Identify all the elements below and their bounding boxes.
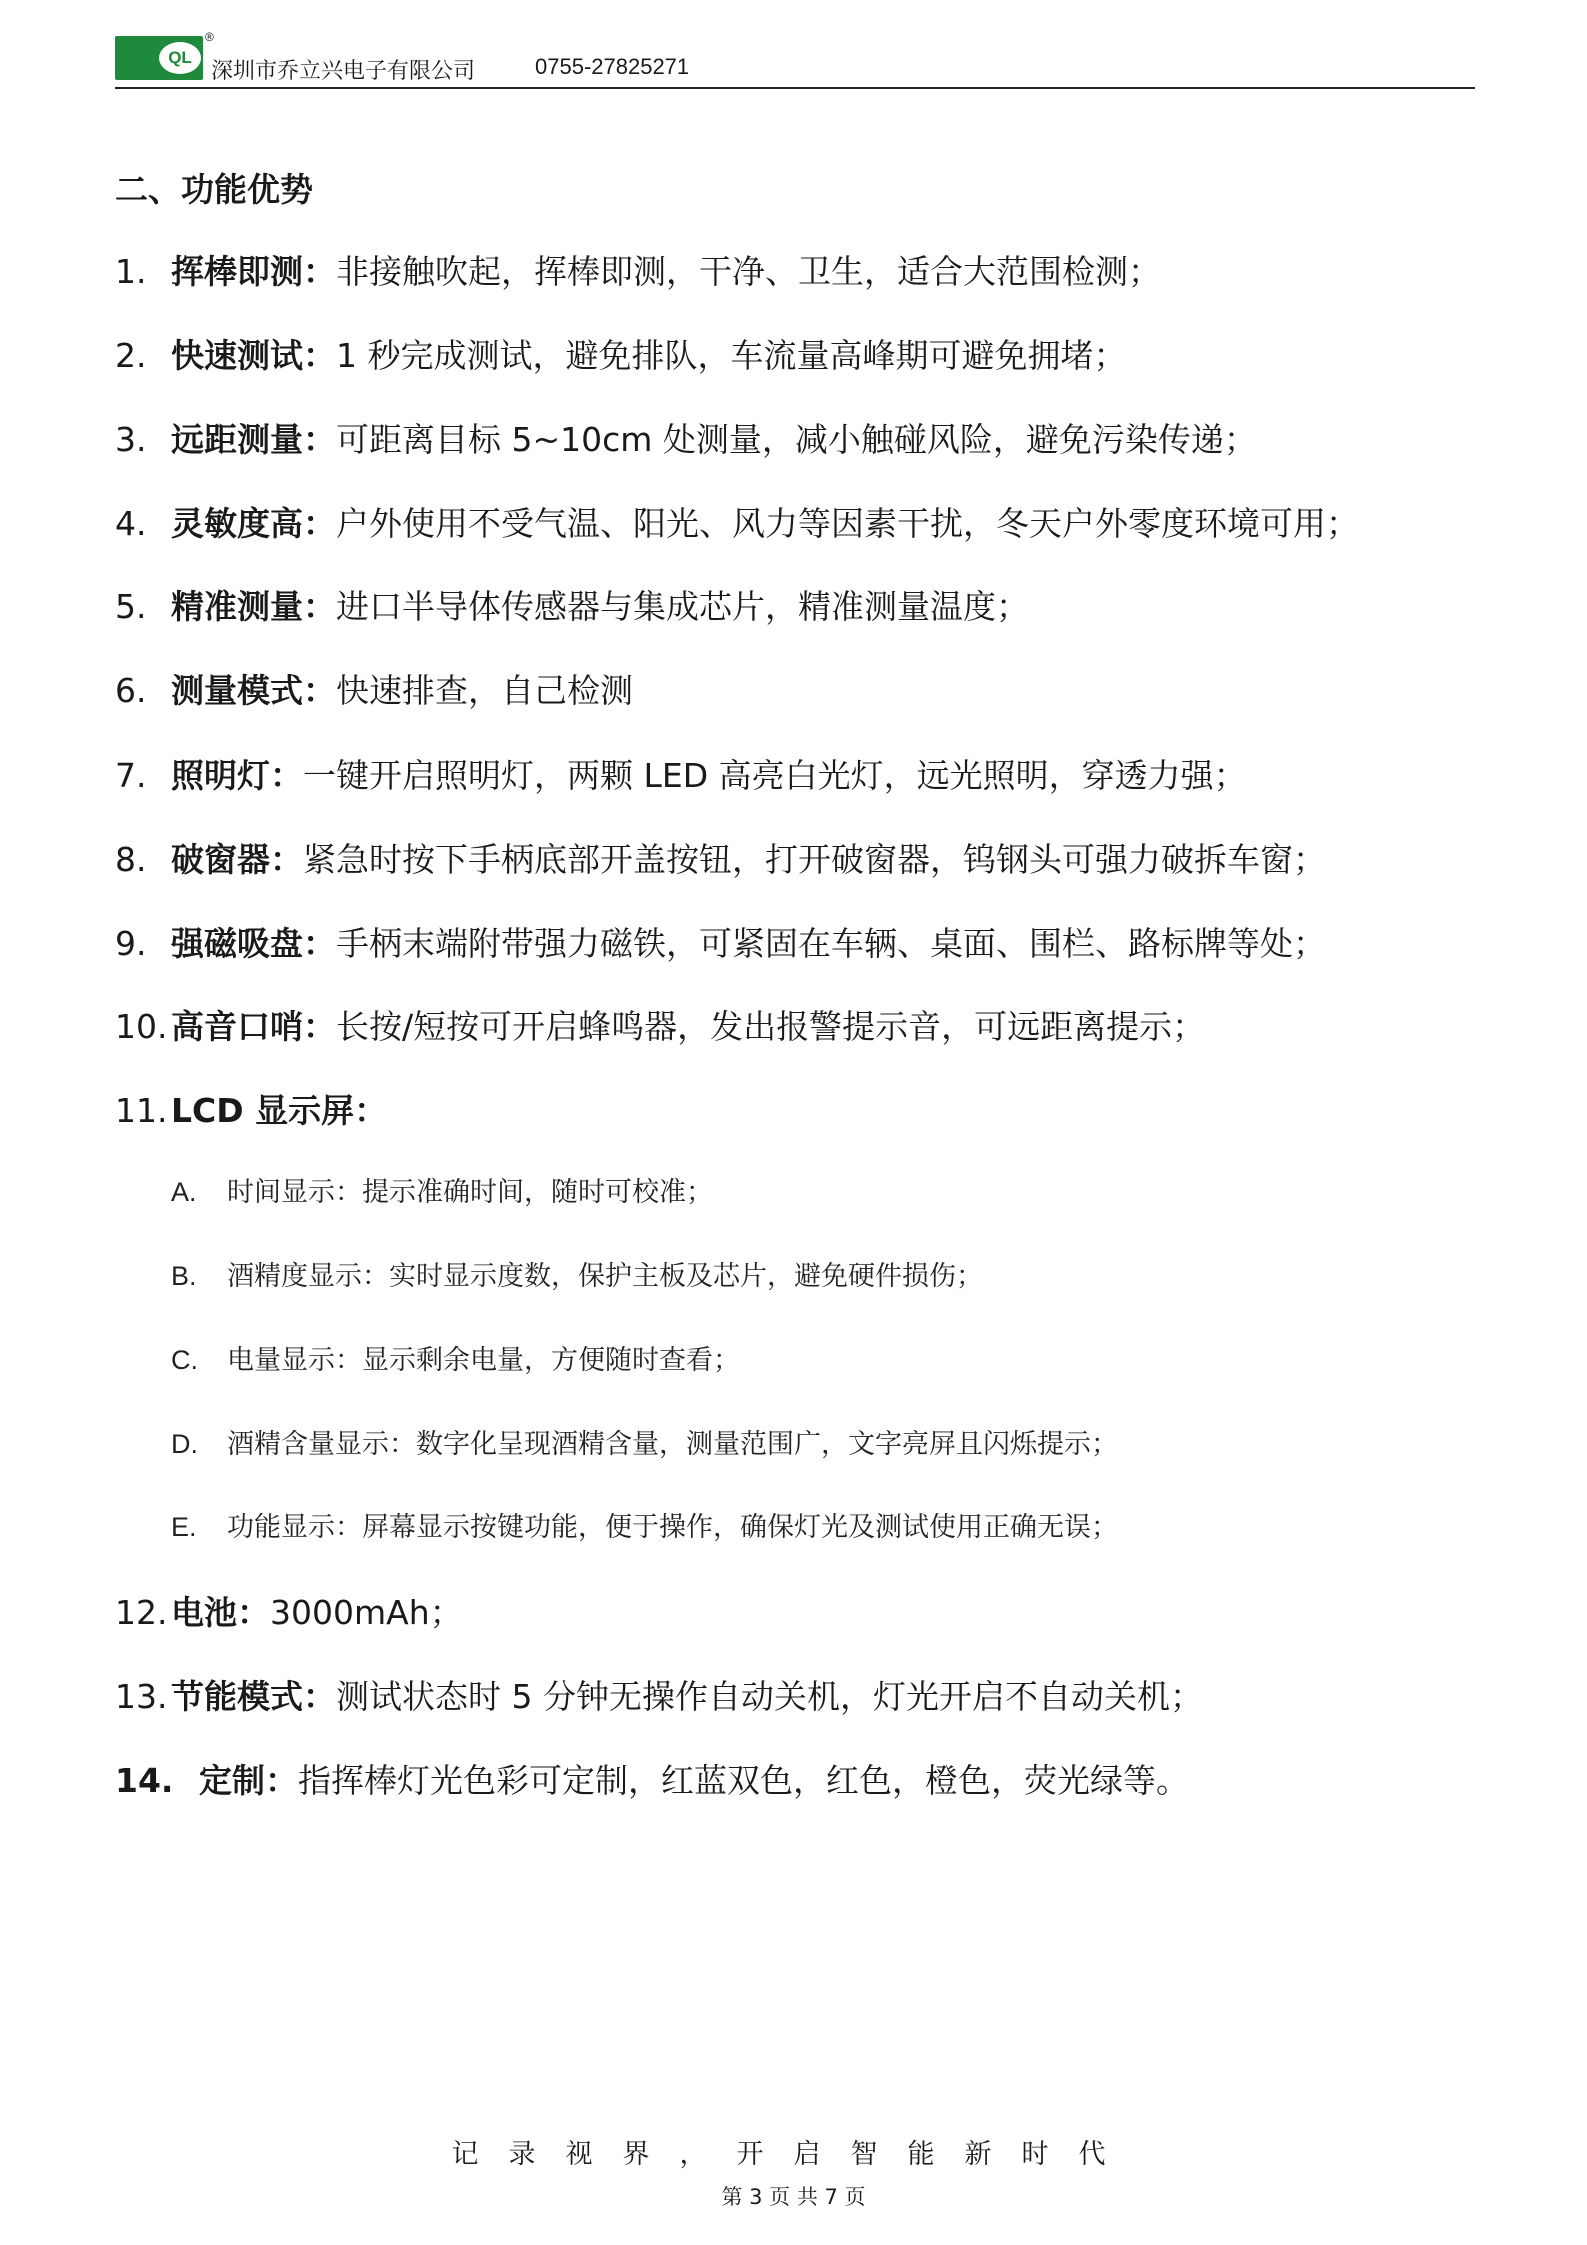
item-text: 指挥棒灯光色彩可定制，红蓝双色，红色，橙色，荧光绿等。 (298, 1761, 1189, 1800)
item-label: 快速测试： (171, 336, 336, 375)
item-number: 9. (115, 924, 147, 963)
feature-item (115, 1007, 1205, 1047)
company-name: 深圳市乔立兴电子有限公司 (211, 59, 476, 84)
logo-text: QL (168, 48, 192, 67)
feature-item (115, 252, 1161, 292)
sub-item-letter: A. (171, 1177, 197, 1207)
page-number: 第 3 页 共 7 页 (721, 2185, 866, 2209)
sub-item-letter: E. (171, 1512, 197, 1542)
lcd-sub-item (171, 1427, 1118, 1462)
lcd-sub-item (171, 1259, 983, 1294)
item-label: 精准测量： (171, 587, 336, 626)
item-text: 户外使用不受气温、阳光、风力等因素干扰，冬天户外零度环境可用； (336, 504, 1359, 543)
sub-item-text: 功能显示：屏幕显示按键功能，便于操作，确保灯光及测试使用正确无误； (227, 1512, 1118, 1543)
feature-item (115, 504, 1359, 544)
item-text: 3000mAh； (270, 1593, 463, 1632)
item-label: 测量模式： (171, 671, 336, 710)
feature-item (115, 671, 633, 711)
feature-item (115, 840, 1326, 880)
item-label: 灵敏度高： (171, 504, 336, 543)
item-number: 3. (115, 420, 147, 459)
item-number: 4. (115, 504, 147, 543)
item-label: 节能模式： (171, 1677, 336, 1716)
feature-item (115, 336, 1127, 376)
item-number: 14. (115, 1761, 174, 1800)
registered-mark: ® (205, 30, 214, 44)
item-text: 1 秒完成测试，避免排队，车流量高峰期可避免拥堵； (336, 336, 1127, 375)
item-label: LCD 显示屏： (171, 1091, 388, 1130)
sub-item-letter: B. (171, 1261, 197, 1291)
lcd-sub-item (171, 1175, 713, 1210)
item-text: 可距离目标 5~10cm 处测量，减小触碰风险，避免污染传递； (336, 420, 1257, 459)
item-label: 定制： (199, 1761, 298, 1800)
item-number: 6. (115, 671, 147, 710)
sub-item-letter: C. (171, 1345, 198, 1375)
lcd-sub-item (171, 1343, 740, 1378)
lcd-sub-item (171, 1510, 1118, 1545)
item-text: 手柄末端附带强力磁铁，可紧固在车辆、桌面、围栏、路标牌等处； (336, 924, 1326, 963)
page-header (115, 30, 1475, 90)
item-label: 照明灯： (171, 756, 303, 795)
item-label: 远距测量： (171, 420, 336, 459)
item-number: 13. (115, 1677, 168, 1716)
feature-item (115, 1761, 1189, 1801)
item-number: 7. (115, 756, 147, 795)
feature-item (115, 756, 1247, 796)
item-label: 强磁吸盘： (171, 924, 336, 963)
feature-item (115, 587, 1029, 627)
item-number: 1. (115, 252, 147, 291)
item-text: 长按/短按可开启蜂鸣器，发出报警提示音，可远距离提示； (336, 1007, 1206, 1046)
feature-item (115, 420, 1257, 460)
feature-item (115, 1677, 1203, 1717)
header-divider (115, 87, 1475, 89)
company-phone: 0755-27825271 (535, 54, 690, 79)
item-text: 快速排查，自己检测 (336, 671, 633, 710)
item-text: 非接触吹起，挥棒即测，干净、卫生，适合大范围检测； (336, 252, 1161, 291)
item-label: 高音口哨： (171, 1007, 336, 1046)
item-text: 测试状态时 5 分钟无操作自动关机，灯光开启不自动关机； (336, 1677, 1203, 1716)
feature-item (115, 924, 1326, 964)
sub-item-text: 时间显示：提示准确时间，随时可校准； (227, 1177, 713, 1208)
sub-item-letter: D. (171, 1429, 198, 1459)
item-number: 5. (115, 587, 147, 626)
item-number: 2. (115, 336, 147, 375)
feature-item (115, 1091, 387, 1131)
item-label: 破窗器： (171, 840, 303, 879)
item-label: 挥棒即测： (171, 252, 336, 291)
item-text: 紧急时按下手柄底部开盖按钮，打开破窗器，钨钢头可强力破拆车窗； (303, 840, 1326, 879)
item-number: 8. (115, 840, 147, 879)
section-title: 二、功能优势 (115, 170, 313, 209)
item-text: 进口半导体传感器与集成芯片，精准测量温度； (336, 587, 1029, 626)
sub-item-text: 酒精含量显示：数字化呈现酒精含量，测量范围广，文字亮屏且闪烁提示； (227, 1429, 1118, 1460)
sub-item-text: 电量显示：显示剩余电量，方便随时查看； (227, 1345, 740, 1376)
company-logo (115, 36, 203, 80)
item-text: 一键开启照明灯，两颗 LED 高亮白光灯，远光照明，穿透力强； (303, 756, 1247, 795)
item-number: 10. (115, 1007, 168, 1046)
footer-slogan: 记录视界，开启智能新时代 (451, 2139, 1136, 2170)
feature-item (115, 1593, 463, 1633)
sub-item-text: 酒精度显示：实时显示度数，保护主板及芯片，避免硬件损伤； (227, 1261, 983, 1292)
item-number: 11. (115, 1091, 168, 1130)
item-label: 电池： (171, 1593, 270, 1632)
item-number: 12. (115, 1593, 168, 1632)
